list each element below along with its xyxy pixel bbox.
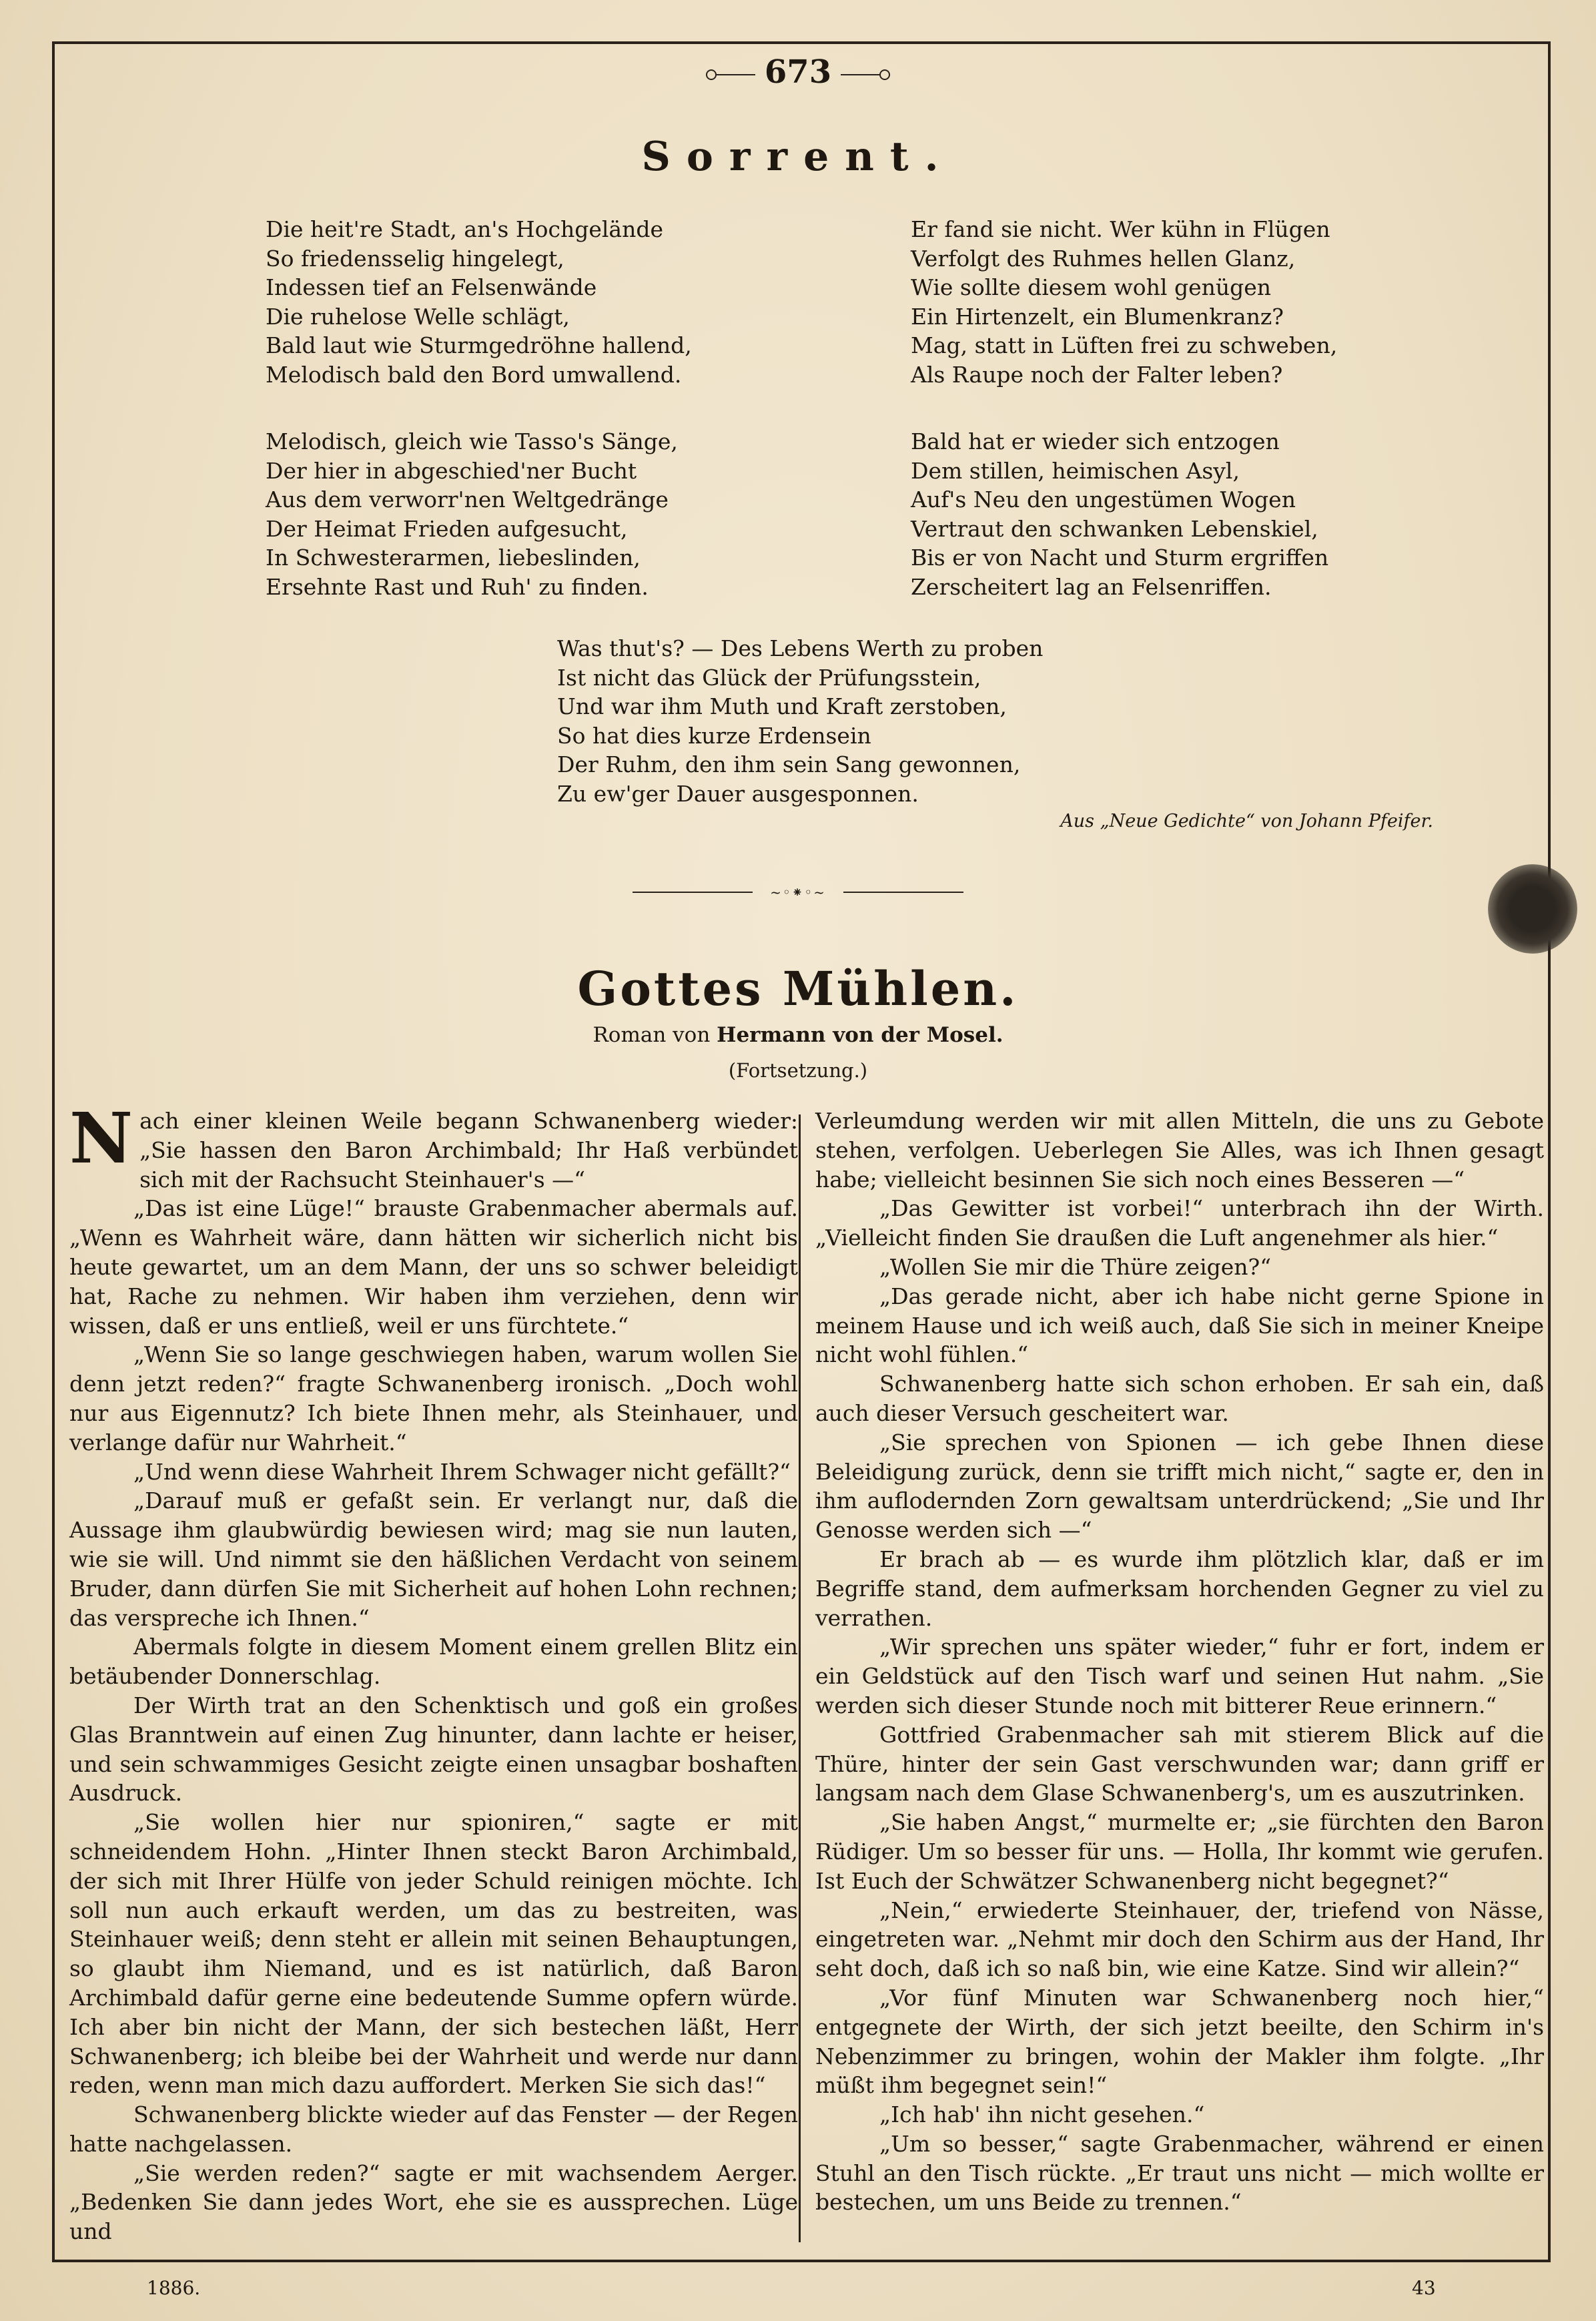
poem-stanza-3: Er fand sie nicht. Wer kühn in Flügen Verfolgt des Ruhmes hellen Glanz, Wie sollte diesem wohl genügen Ein Hirtenzelt, ein Blumenkranz? Mag, statt in Lüften frei zu schweben, Als Raupe noch der Falter leben?: [911, 216, 1338, 388]
paragraph: [69, 1457, 798, 1487]
paragraph-text: „Und wenn diese Wahrheit Ihrem Schwager nicht gefällt?“: [133, 1458, 791, 1485]
text-column-right: [815, 1106, 1544, 2217]
paragraph-text: „Ich hab' ihn nicht gesehen.“: [879, 2101, 1205, 2128]
paragraph: [815, 1545, 1544, 1632]
paragraph: [69, 1632, 798, 1691]
paragraph-text: Gottfried Grabenmacher sah mit stierem Blick auf die Thüre, hinter der sein Gast verschwunden war; dann griff er langsam nach dem Glase Schwanenberg's, um es auszutrinken.: [815, 1721, 1544, 1806]
poem-credit: Aus „Neue Gedichte“ von Johann Pfeifer.: [1060, 811, 1433, 832]
paragraph-text: „Sie sprechen von Spionen — ich gebe Ihnen diese Beleidigung zurück, denn sie trifft mich nicht,“ sagte er, den in ihm auflodernden Zorn gewaltsam unterdrückend; „Sie und Ihr Genosse werden sich —“: [815, 1429, 1544, 1544]
paragraph: [815, 1632, 1544, 1720]
paragraph: [815, 1896, 1544, 1983]
poem-stanza-1: Die heit're Stadt, an's Hochgelände So friedensselig hingelegt, Indessen tief an Felsenwände Die ruhelose Welle schlägt, Bald laut wie Sturmgedröhne hallend, Melodisch bald den Bord umwallend.: [266, 216, 692, 388]
poem-stanza-5: Was thut's? — Des Lebens Werth zu proben Ist nicht das Glück der Prüfungsstein, Und war ihm Muth und Kraft zerstoben, So hat dies kurze Erdensein Der Ruhm, den ihm sein Sang gewonnen, Zu ew'ger Dauer ausgesponnen.: [557, 635, 1044, 807]
paragraph-text: Er brach ab — es wurde ihm plötzlich klar, daß er im Begriffe stand, dem aufmerksam horchenden Gegner zu viel zu verrathen.: [815, 1546, 1544, 1631]
footer-signature: 43: [1412, 2277, 1436, 2299]
paragraph-text: „Wenn Sie so lange geschwiegen haben, warum wollen Sie denn jetzt reden?“ fragte Schwanenberg ironisch. „Doch wohl nur aus Eigennutz? Ich biete Ihnen mehr, als Steinhauer, und verlange dafür nur Wahrheit.“: [69, 1341, 798, 1455]
paragraph: [815, 1720, 1544, 1808]
paragraph-text: „Um so besser,“ sagte Grabenmacher, während er einen Stuhl an den Tisch rückte. „Er traut uns nicht — mich wollte er bestechen, um uns Beide zu trennen.“: [815, 2130, 1544, 2216]
text-column-left: [69, 1097, 798, 2246]
paragraph: [815, 2129, 1544, 2217]
paragraph-text: „Vor fünf Minuten war Schwanenberg noch hier,“ entgegnete der Wirth, der sich jetzt beeilte, den Schirm in's Nebenzimmer zu bringen, wohin der Makler ihm folgte. „Ihr müßt ihm begegnet sein!“: [815, 1984, 1544, 2099]
paragraph: [815, 1282, 1544, 1369]
paragraph: [69, 1194, 798, 1340]
novel-byline: [0, 1023, 1596, 1047]
column-divider: [799, 1114, 801, 2242]
library-stamp-icon: [1488, 864, 1577, 954]
paragraph-text: Der Wirth trat an den Schenktisch und goß ein großes Glas Branntwein auf einen Zug hinunter, dann lachte er heiser, und sein schwammiges Gesicht zeigte einen unsagbar boshaften Ausdruck.: [69, 1692, 798, 1806]
ornament-left-icon: [715, 74, 755, 75]
paragraph: [815, 1983, 1544, 2100]
divider-ornament-icon: ~◦⁕◦~: [770, 884, 826, 900]
paragraph: [815, 1369, 1544, 1428]
paragraph-text: ach einer kleinen Weile begann Schwanenberg wieder: „Sie hassen den Baron Archimbald; Ihr Haß verbündet sich mit der Rachsucht Steinhauer's —“: [139, 1108, 798, 1193]
paragraph-text: „Sie wollen hier nur spioniren,“ sagte er mit schneidendem Hohn. „Hinter Ihnen steckt Baron Archimbald, der sich mit Ihrer Hülfe von jeder Schuld reinigen möchte. Ich soll nun auch erkauft werden, um das zu bestreiten, was Steinhauer weiß; denn steht er allein mit seinen Behauptungen, so glaubt ihm Niemand, und es ist natürlich, daß Baron Archimbald dafür gerne eine bedeutende Summe opfern würde. Ich aber bin nicht der Mann, der sich bestechen läßt, Herr Schwanenberg; ich bleibe bei der Wahrheit und werde nur dann reden, wenn man mich dazu auffordert. Merken Sie sich das!“: [69, 1809, 798, 2099]
paragraph-text: „Wir sprechen uns später wieder,“ fuhr er fort, indem er ein Geldstück auf den Tisch warf und seinen Hut nahm. „Sie werden sich dieser Stunde noch mit bitterer Reue erinnern.“: [815, 1634, 1544, 1718]
drop-cap: N: [69, 1097, 133, 1179]
paragraph: [69, 1691, 798, 1808]
paragraph-text: Verleumdung werden wir mit allen Mitteln, die uns zu Gebote stehen, verfolgen. Ueberlegen Sie Alles, was ich Ihnen gesagt habe; vielleicht besinnen Sie sich noch eines Besseren —“: [815, 1108, 1544, 1193]
paragraph: [69, 2100, 798, 2159]
paragraph: [815, 1194, 1544, 1253]
paragraph: [815, 2100, 1544, 2129]
section-divider: [633, 886, 963, 899]
paragraph-text: „Darauf muß er gefaßt sein. Er verlangt nur, daß die Aussage ihm glaubwürdig bewiesen wird; mag sie nun lauten, wie sie will. Und nimmt sie den häßlichen Verdacht von seinem Bruder, dann dürfen Sie mit Sicherheit auf hohen Lohn rechnen; das verspreche ich Ihnen.“: [69, 1487, 798, 1631]
novel-author: Hermann von der Mosel.: [717, 1023, 1004, 1047]
ornament-right-icon: [841, 74, 881, 75]
paragraph-text: „Das gerade nicht, aber ich habe nicht gerne Spione in meinem Hause und ich weiß auch, daß Sie sich in meiner Kneipe nicht wohl fühlen.“: [815, 1283, 1544, 1368]
paragraph: [815, 1106, 1544, 1194]
novel-title: Gottes Mühlen.: [577, 961, 1019, 1016]
poem-stanza-2: Melodisch, gleich wie Tasso's Sänge, Der hier in abgeschied'ner Bucht Aus dem verworr'nen Weltgedränge Der Heimat Frieden aufgesucht, In Schwesterarmen, liebeslinden, Ersehnte Rast und Ruh' zu finden.: [266, 428, 678, 600]
paragraph: [815, 1253, 1544, 1282]
paragraph: [69, 2159, 798, 2246]
paragraph-text: „Nein,“ erwiederte Steinhauer, der, triefend von Nässe, eingetreten war. „Nehmt mir doch den Schirm aus der Hand, Ihr seht doch, daß ich so naß bin, wie eine Katze. Sind wir allein?“: [815, 1897, 1544, 1982]
paragraph-text: Schwanenberg hatte sich schon erhoben. Er sah ein, daß auch dieser Versuch gescheitert war.: [815, 1371, 1544, 1426]
paragraph-text: „Das Gewitter ist vorbei!“ unterbrach ihn der Wirth. „Vielleicht finden Sie draußen die Luft angenehmer als hier.“: [815, 1195, 1544, 1251]
paragraph-text: „Wollen Sie mir die Thüre zeigen?“: [879, 1253, 1272, 1280]
paragraph: [815, 1808, 1544, 1895]
paragraph-text: „Sie werden reden?“ sagte er mit wachsendem Aerger. „Bedenken Sie dann jedes Wort, ehe sie es aussprechen. Lüge und: [69, 2160, 798, 2245]
paragraph-text: „Sie haben Angst,“ murmelte er; „sie fürchten den Baron Rüdiger. Um so besser für uns. — Holla, Ihr kommt wie gerufen. Ist Euch der Schwätzer Schwanenberg nicht begegnet?“: [815, 1809, 1544, 1894]
paragraph-text: Abermals folgte in diesem Moment einem grellen Blitz ein betäubender Donnerschlag.: [69, 1634, 798, 1690]
poem-title: Sorrent.: [641, 133, 955, 180]
paragraph-text: Schwanenberg blickte wieder auf das Fenster — der Regen hatte nachgelassen.: [69, 2101, 798, 2157]
paragraph: [69, 1808, 798, 2100]
paragraph: [815, 1428, 1544, 1545]
paragraph: [69, 1340, 798, 1457]
paragraph-text: „Das ist eine Lüge!“ brauste Grabenmacher abermals auf. „Wenn es Wahrheit wäre, dann hätten wir sicherlich nicht bis heute gewartet, um an dem Mann, der uns so schwer beleidigt hat, Rache zu nehmen. Wir haben ihm verziehen, denn wir wissen, daß er uns entließ, weil er uns fürchtete.“: [69, 1195, 798, 1339]
divider-line-right: [843, 892, 963, 893]
poem-stanza-4: Bald hat er wieder sich entzogen Dem stillen, heimischen Asyl, Auf's Neu den ungestümen Wogen Vertraut den schwanken Lebenskiel, Bis er von Nacht und Sturm ergriffen Zerscheitert lag an Felsenriffen.: [911, 428, 1329, 600]
page-number-text: 673: [764, 53, 832, 91]
byline-prefix: Roman von: [592, 1023, 711, 1047]
paragraph: [69, 1097, 798, 1194]
divider-line-left: [633, 892, 753, 893]
page-number: [0, 53, 1596, 91]
footer-year: 1886.: [147, 2277, 201, 2299]
novel-continuation: (Fortsetzung.): [728, 1059, 868, 1082]
paragraph: [69, 1486, 798, 1632]
